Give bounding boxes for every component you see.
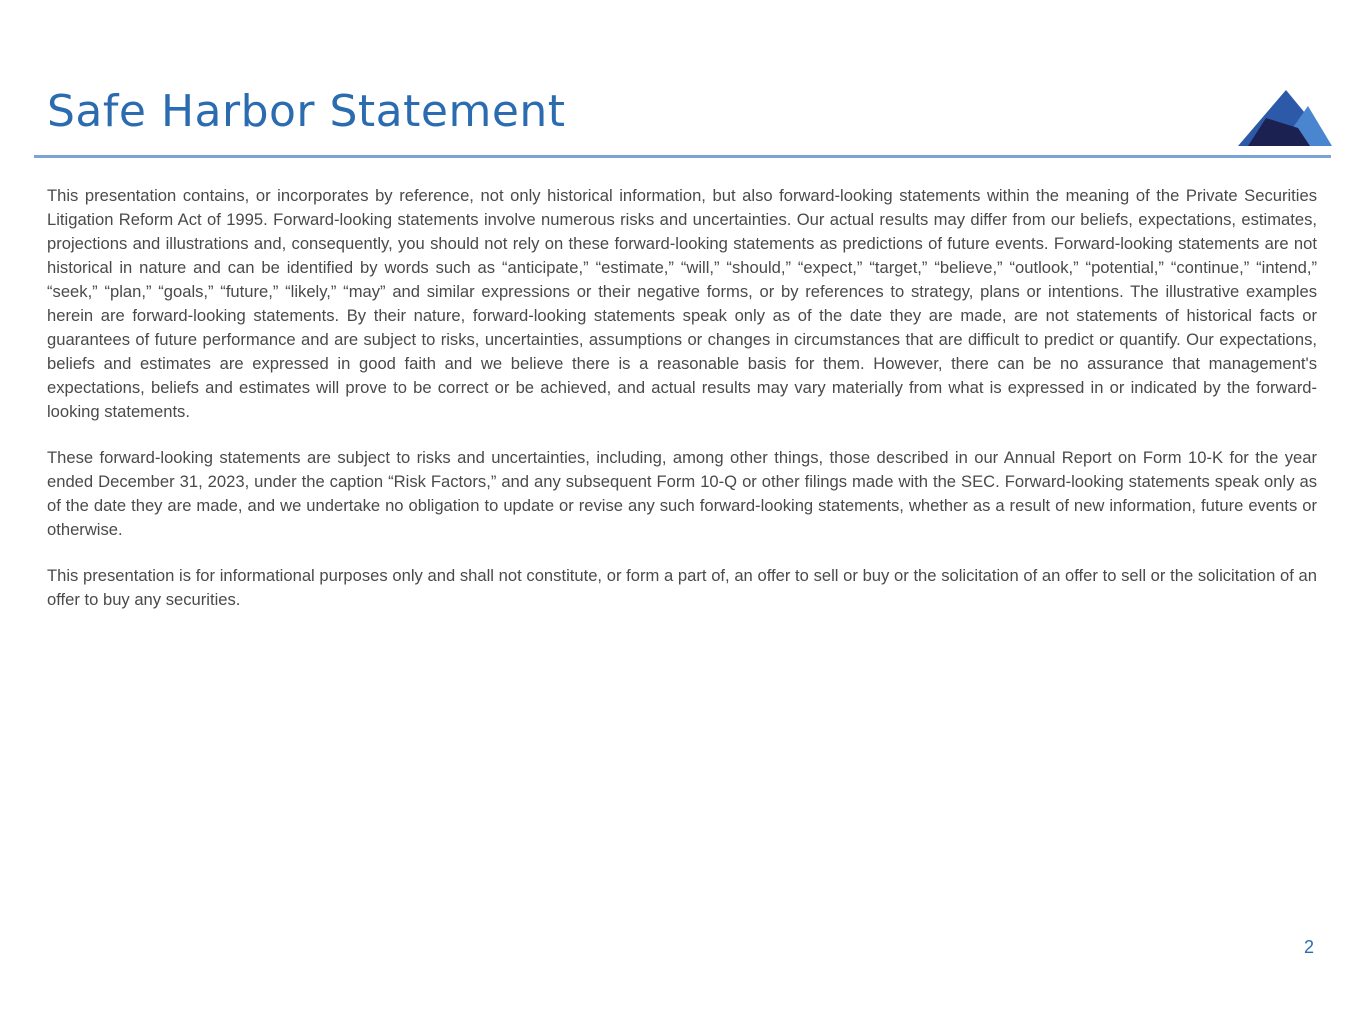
paragraph-informational-purpose: This presentation is for informational purposes only and shall not constitute, or form a part of, an offer to sell or buy or the solicitation of an offer to sell or the solicitation of an offer to buy any securities. [47,566,1317,609]
title-divider [34,155,1331,158]
paragraph-forward-looking: This presentation contains, or incorporates by reference, not only historical information, but also forward-looking statements within the meaning of the Private Securities Litigation Reform Act of 1995. Forward-looking statements involve numerous risks and uncertainties. Our actual results may differ from our beliefs, expectations, estimates, projections and illustrations and, consequently, you should not rely on these forward-looking statements as predictions of future events. Forward-looking statements are not historical in nature and can be identified by words such as “anticipate,” “estimate,” “will,” “should,” “expect,” “target,” “believe,” “outlook,” “potential,” “continue,” “intend,” “seek,” “plan,” “goals,” “future,” “likely,” “may” and similar expressions or their negative forms, or by references to strategy, plans or intentions. The illustrative examples herein are forward-looking statements. By their nature, forward-looking statements speak only as of the date they are made, are not statements of historical facts or guarantees of future performance and are subject to risks, uncertainties, assumptions or changes in circumstances that are difficult to predict or quantify. Our expectations, beliefs and estimates are expressed in good faith and we believe there is a reasonable basis for them. However, there can be no assurance that management's expectations, beliefs and estimates will prove to be correct or be achieved, and actual results may vary materially from what is expressed in or indicated by the forward-looking statements. [47,186,1317,421]
page-title: Safe Harbor Statement [47,86,566,137]
paragraph-risk-factors: These forward-looking statements are subject to risks and uncertainties, including, among other things, those described in our Annual Report on Form 10-K for the year ended December 31, 2023, under the caption “Risk Factors,” and any subsequent Form 10-Q or other filings made with the SEC. Forward-looking statements speak only as of the date they are made, and we undertake no obligation to update or revise any such forward-looking statements, whether as a result of new information, future events or otherwise. [47,448,1317,539]
statement-body [47,184,1317,634]
page-number: 2 [1303,937,1314,957]
mountain-logo-icon [1236,88,1332,148]
